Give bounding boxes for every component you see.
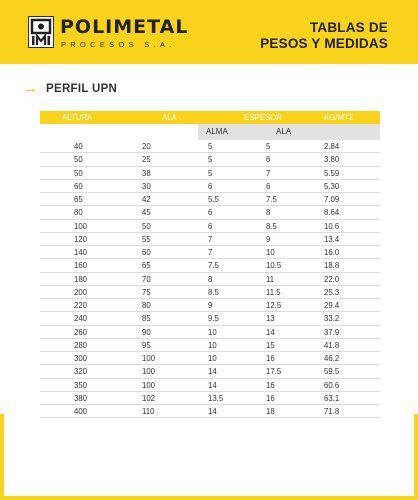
cell-kgmt2: 41.8 xyxy=(324,340,340,350)
cell-altura: 50 xyxy=(74,168,83,178)
cell-ala: 85 xyxy=(142,314,151,324)
cell-alma: 6 xyxy=(208,181,213,191)
cell-ala-espesor: 10.5 xyxy=(266,261,282,271)
table-subheader-row xyxy=(40,124,380,140)
table-row xyxy=(40,140,380,153)
section-label: PERFIL UPN xyxy=(46,83,118,95)
subheader-ala: ALA xyxy=(276,127,292,136)
cell-ala: 100 xyxy=(142,380,156,390)
table-row xyxy=(40,220,380,233)
cell-ala: 80 xyxy=(142,301,151,310)
cell-kgmt2: 7.09 xyxy=(324,195,340,204)
cell-ala-espesor: 11 xyxy=(266,274,275,284)
table-row xyxy=(40,379,380,392)
cell-ala-espesor: 6 xyxy=(266,181,271,191)
header-kgmt2: KG/MT2 xyxy=(324,113,354,122)
cell-altura: 350 xyxy=(74,380,88,390)
table-body xyxy=(40,140,380,418)
cell-ala: 42 xyxy=(142,195,151,204)
cell-kgmt2: 16.0 xyxy=(324,248,340,257)
cell-kgmt2: 22.0 xyxy=(324,274,340,284)
cell-ala-espesor: 9 xyxy=(266,234,271,244)
table-row xyxy=(40,286,380,299)
section-heading xyxy=(23,81,117,97)
cell-kgmt2: 5.30 xyxy=(324,181,340,191)
cell-ala-espesor: 8.5 xyxy=(266,221,277,231)
table-header-row xyxy=(40,111,380,124)
cell-altura: 180 xyxy=(74,274,88,284)
table-row xyxy=(40,246,380,259)
cell-kgmt2: 13.4 xyxy=(324,234,340,244)
arrow-right-icon: → xyxy=(23,80,38,97)
cell-altura: 220 xyxy=(74,301,88,310)
cell-altura: 400 xyxy=(74,407,88,416)
cell-ala: 65 xyxy=(142,261,151,271)
cell-altura: 40 xyxy=(74,142,83,151)
cell-alma: 7 xyxy=(208,248,213,257)
cell-ala-espesor: 17.5 xyxy=(266,367,282,377)
cell-alma: 10 xyxy=(208,340,217,350)
cell-kgmt2: 60.6 xyxy=(324,380,340,390)
cell-ala-espesor: 13 xyxy=(266,314,275,324)
cell-alma: 7 xyxy=(208,234,213,244)
cell-ala: 38 xyxy=(142,168,151,178)
cell-ala: 100 xyxy=(142,367,156,377)
cell-ala-espesor: 11.5 xyxy=(266,287,281,297)
table-row xyxy=(40,365,380,378)
polimetal-logo-icon xyxy=(28,16,54,48)
table-row xyxy=(40,339,380,352)
table-row xyxy=(40,167,380,180)
cell-ala-espesor: 18 xyxy=(266,407,275,416)
table-row xyxy=(40,273,380,286)
subheader-tail xyxy=(324,124,380,140)
cell-ala-espesor: 16 xyxy=(266,354,275,363)
cell-ala: 55 xyxy=(142,234,151,244)
cell-ala: 75 xyxy=(142,287,151,297)
cell-kgmt2: 5.59 xyxy=(324,168,340,178)
cell-altura: 300 xyxy=(74,354,88,363)
cell-altura: 80 xyxy=(74,208,83,218)
cell-ala-espesor: 14 xyxy=(266,327,275,337)
cell-ala: 95 xyxy=(142,340,151,350)
cell-ala: 90 xyxy=(142,327,151,337)
table-row xyxy=(40,206,380,219)
cell-kgmt2: 2.84 xyxy=(324,142,340,151)
cell-alma: 5 xyxy=(208,168,213,178)
weights-table xyxy=(40,111,380,418)
cell-alma: 9.5 xyxy=(208,314,219,324)
cell-kgmt2: 71.8 xyxy=(324,407,340,416)
table-row xyxy=(40,352,380,365)
cell-ala-espesor: 7.5 xyxy=(266,195,277,204)
cell-kgmt2: 25.3 xyxy=(324,287,340,297)
cell-alma: 13.5 xyxy=(208,393,224,403)
cell-kgmt2: 18.8 xyxy=(324,261,340,271)
cell-alma: 8.5 xyxy=(208,287,219,297)
table-row xyxy=(40,233,380,246)
table-row xyxy=(40,299,380,312)
header-altura: ALTURA xyxy=(62,113,93,122)
cell-ala-espesor: 5 xyxy=(266,142,271,151)
cell-alma: 10 xyxy=(208,354,217,363)
subheader-espesor xyxy=(198,124,324,140)
subheader-alma: ALMA xyxy=(206,127,228,136)
cell-kgmt2: 46.2 xyxy=(324,354,340,363)
cell-ala: 20 xyxy=(142,142,151,151)
cell-altura: 120 xyxy=(74,234,88,244)
cell-alma: 14 xyxy=(208,380,217,390)
cell-ala: 60 xyxy=(142,248,151,257)
cell-altura: 280 xyxy=(74,340,88,350)
cell-altura: 60 xyxy=(74,181,83,191)
table-row xyxy=(40,259,380,272)
cell-kgmt2: 37.9 xyxy=(324,327,340,337)
cell-alma: 5.5 xyxy=(208,195,219,204)
cell-kgmt2: 59.5 xyxy=(324,367,340,377)
cell-kgmt2: 8.64 xyxy=(324,208,340,218)
cell-ala: 100 xyxy=(142,354,156,363)
header-ala: ALA xyxy=(162,113,177,122)
bottom-frame xyxy=(0,414,418,500)
cell-ala: 50 xyxy=(142,221,151,231)
cell-altura: 100 xyxy=(74,221,88,231)
cell-ala-espesor: 15 xyxy=(266,340,275,350)
header-bar xyxy=(0,0,418,64)
cell-kgmt2: 10.6 xyxy=(324,221,340,231)
cell-ala: 25 xyxy=(142,155,151,165)
cell-ala: 45 xyxy=(142,208,151,218)
cell-kgmt2: 29.4 xyxy=(324,301,340,310)
cell-altura: 320 xyxy=(74,367,88,377)
cell-altura: 140 xyxy=(74,248,88,257)
cell-ala: 102 xyxy=(142,393,156,403)
table-row xyxy=(40,180,380,193)
cell-altura: 260 xyxy=(74,327,88,337)
cell-alma: 7.5 xyxy=(208,261,219,271)
table-row xyxy=(40,153,380,166)
table-row xyxy=(40,392,380,405)
cell-ala-espesor: 10 xyxy=(266,248,275,257)
cell-altura: 380 xyxy=(74,393,88,403)
header-espesor: ESPESOR xyxy=(244,113,282,122)
cell-alma: 6 xyxy=(208,221,213,231)
cell-ala-espesor: 16 xyxy=(266,393,275,403)
cell-ala: 30 xyxy=(142,181,151,191)
brand-name: POLIMETAL xyxy=(60,16,189,38)
cell-ala-espesor: 7 xyxy=(266,168,271,178)
cell-ala-espesor: 6 xyxy=(266,155,271,165)
cell-alma: 6 xyxy=(208,208,213,218)
cell-alma: 5 xyxy=(208,142,213,151)
cell-kgmt2: 33.2 xyxy=(324,314,340,324)
table-row xyxy=(40,326,380,339)
cell-ala-espesor: 16 xyxy=(266,380,275,390)
cell-alma: 14 xyxy=(208,407,217,416)
page-title-line2: PESOS Y MEDIDAS xyxy=(260,36,388,51)
cell-kgmt2: 3.80 xyxy=(324,155,340,165)
subheader-blank xyxy=(40,124,198,140)
table-row xyxy=(40,312,380,325)
page-title-line1: TABLAS DE xyxy=(309,20,388,35)
cell-altura: 160 xyxy=(74,261,88,271)
cell-altura: 240 xyxy=(74,314,88,324)
cell-ala-espesor: 12.5 xyxy=(266,301,282,310)
cell-ala: 110 xyxy=(142,407,155,416)
cell-alma: 5 xyxy=(208,155,213,165)
cell-altura: 50 xyxy=(74,155,83,165)
cell-alma: 14 xyxy=(208,367,217,377)
page-title xyxy=(260,20,388,52)
cell-altura: 200 xyxy=(74,287,88,297)
cell-alma: 10 xyxy=(208,327,217,337)
table-row xyxy=(40,193,380,206)
cell-ala: 70 xyxy=(142,274,151,284)
cell-kgmt2: 63.1 xyxy=(324,393,340,403)
cell-alma: 8 xyxy=(208,274,213,284)
brand-tagline: PROCESOS S.A. xyxy=(61,40,176,49)
cell-alma: 9 xyxy=(208,301,213,310)
cell-altura: 65 xyxy=(74,195,83,204)
cell-ala-espesor: 8 xyxy=(266,208,271,218)
